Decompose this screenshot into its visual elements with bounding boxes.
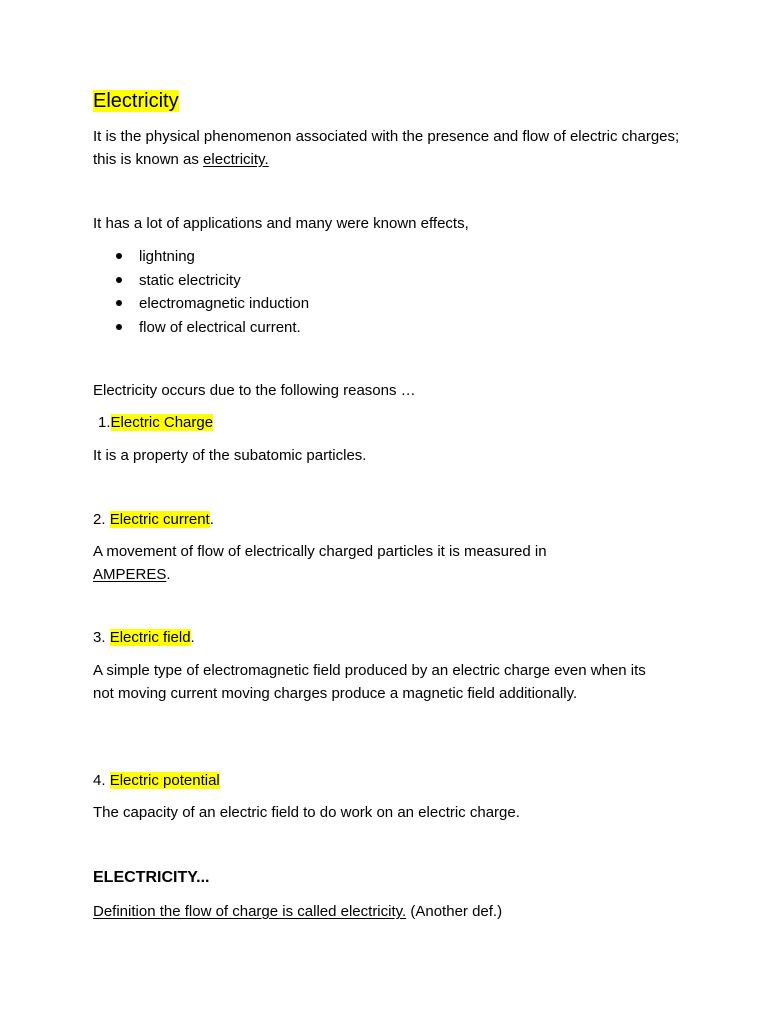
reason-label-highlight: Electric current — [109, 511, 210, 528]
reason-suffix: . — [209, 511, 214, 528]
reason-label-highlight: Electric potential — [109, 772, 220, 789]
effect-label: lightning — [139, 248, 195, 265]
title-highlight: Electricity — [93, 90, 179, 112]
reason-heading-3 — [93, 626, 195, 649]
reason-description-4: The capacity of an electric field to do work on an electric charge. — [93, 804, 520, 821]
effect-label: flow of electrical current. — [139, 318, 301, 336]
bullet-icon — [116, 300, 122, 306]
reason-number: 2. — [93, 511, 110, 528]
reason-heading-1 — [98, 411, 213, 434]
list-item — [93, 292, 309, 316]
reason-description-1: It is a property of the subatomic particles. — [93, 447, 367, 464]
reason-label-highlight: Electric field — [109, 629, 191, 646]
definition-line — [93, 900, 502, 923]
document-title — [93, 88, 179, 114]
bullet-icon — [116, 277, 122, 283]
reason-description-after: . — [166, 566, 171, 583]
reason-number: 4. — [93, 772, 110, 789]
reason-description-2 — [93, 540, 613, 586]
reasons-intro: Electricity occurs due to the following reasons … — [93, 382, 416, 399]
reason-description-text: A movement of flow of electrically charged particles it is measured in — [93, 543, 547, 560]
reason-heading-2 — [93, 508, 214, 531]
effect-label: static electricity — [139, 271, 241, 289]
list-item — [93, 269, 309, 293]
intro-text: It is the physical phenomenon associated with the presence and flow of electric charges; this is known as — [93, 128, 680, 168]
reason-number: 3. — [93, 629, 110, 646]
applications-intro: It has a lot of applications and many were known effects, — [93, 215, 469, 232]
reason-description-3: A simple type of electromagnetic field produced by an electric charge even when its not moving current moving charges produce a magnetic field additionally. — [93, 662, 646, 702]
bullet-icon — [116, 253, 122, 259]
intro-electricity-underlined: electricity. — [203, 151, 269, 168]
effect-label: electromagnetic induction — [139, 295, 310, 312]
reason-suffix: . — [190, 629, 195, 646]
reason-label-highlight: Electric Charge — [110, 414, 214, 431]
list-item — [93, 316, 309, 340]
reason-heading-4 — [93, 769, 220, 792]
reason-number: 1. — [98, 414, 111, 431]
section-heading: ELECTRICITY... — [93, 869, 210, 886]
definition-underlined: Definition the flow of charge is called electricity. — [93, 903, 407, 920]
bullet-icon — [116, 324, 122, 330]
list-item — [93, 245, 309, 269]
amperes-underlined: AMPERES — [93, 566, 167, 583]
intro-paragraph — [93, 125, 693, 171]
definition-after: (Another def.) — [406, 903, 503, 920]
effects-list — [93, 245, 309, 339]
